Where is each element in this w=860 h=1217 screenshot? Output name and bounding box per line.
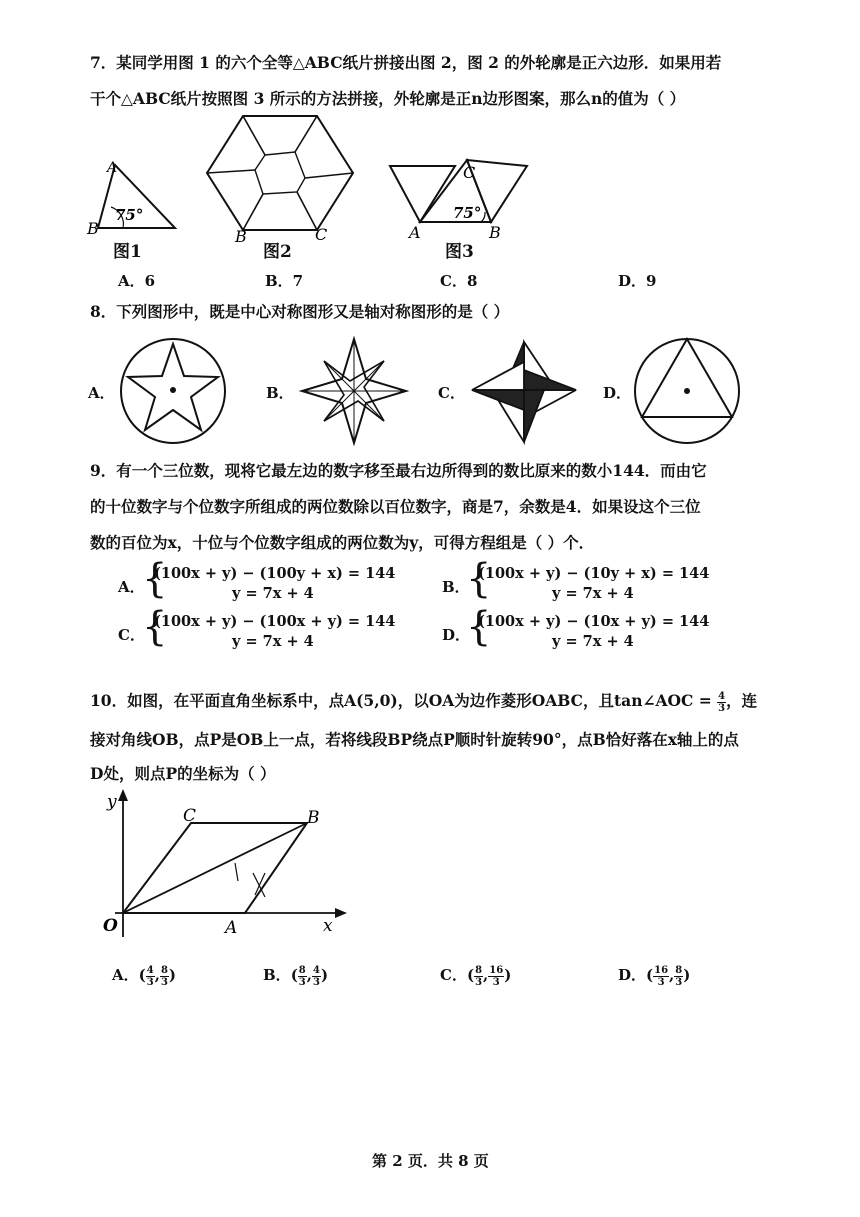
q7-figure-2 <box>205 110 355 245</box>
q9-line2: 的十位数字与个位数字所组成的两位数除以百位数字，商是7，余数是4．如果设这个三位 <box>90 497 701 516</box>
q9-label-d: D． <box>442 626 471 644</box>
q7-figure-1 <box>85 160 195 245</box>
q10-axis-y-label: y <box>107 792 117 812</box>
q8-figure-c-pinwheel <box>468 338 580 446</box>
q8-figure-a-star-circle <box>118 336 228 446</box>
q9-c-eq2: y = 7x + 4 <box>232 633 314 650</box>
q10-option-c: C．( $\frac{8}{3}$ , $\frac{16}{3}$ ) <box>440 964 512 988</box>
q10-point-o: O <box>103 916 118 936</box>
q9-label-a: A． <box>118 578 145 596</box>
q7-option-c: C．8 <box>440 272 478 290</box>
fig1-angle: 75° <box>115 206 144 224</box>
fig1-caption: 图1 <box>113 242 142 262</box>
q7-line2: 干个△ABC纸片按照图 3 所示的方法拼接，外轮廓是正n边形图案，那么n的值为（ ） <box>90 89 686 108</box>
fig1-label-B: B <box>87 219 99 238</box>
q9-c-eq1: (100x + y) − (100x + y) = 144 <box>154 613 396 630</box>
q10-point-b: B <box>307 808 320 828</box>
q10-coordinate-figure <box>95 785 355 945</box>
q7-line1: 7．某同学用图 1 的六个全等△ABC纸片拼接出图 2，图 2 的外轮廓是正六边形．如果用若 <box>90 53 722 72</box>
q9-label-b: B． <box>442 578 470 596</box>
fig3-label-A: A <box>409 223 421 242</box>
q10-line2: 接对角线OB，点P是OB上一点，若将线段BP绕点P顺时针旋转90°，点B恰好落在x轴上的点 <box>90 730 739 749</box>
q7-option-a: A．6 <box>118 272 156 290</box>
q9-d-eq2: y = 7x + 4 <box>552 633 634 650</box>
q8-label-a: A． <box>88 384 115 402</box>
q10-option-d: D．( $\frac{16}{3}$ , $\frac{8}{3}$ ) <box>618 964 691 988</box>
page-footer: 第 2 页．共 8 页 <box>372 1152 489 1170</box>
q10-line1-text: 10．如图，在平面直角坐标系中，点A(5,0)，以OA为边作菱形OABC，且tan∠AOC = <box>90 691 712 710</box>
q10-option-b: B．( $\frac{8}{3}$ , $\frac{4}{3}$ ) <box>263 964 329 988</box>
fig3-angle: 75° <box>453 204 482 222</box>
fig2-label-B: B <box>235 227 247 245</box>
fig2-label-C: C <box>315 225 328 244</box>
q7-option-d: D．9 <box>618 272 657 290</box>
q9-label-c: C． <box>118 626 145 644</box>
q8-figure-d-triangle-circle <box>632 336 742 446</box>
q10-point-a: A <box>225 918 238 938</box>
q9-line3: 数的百位为x，十位与个位数字组成的两位数为y，可得方程组是（ ）个． <box>90 533 595 552</box>
q9-a-eq1: (100x + y) − (100y + x) = 144 <box>154 565 396 582</box>
q10-line1-end: ，连 <box>726 691 758 710</box>
fig2-caption: 图2 <box>263 242 292 262</box>
fig3-label-B: B <box>489 223 501 242</box>
q9-b-eq1: (100x + y) − (10y + x) = 144 <box>478 565 710 582</box>
q10-line3: D处，则点P的坐标为（ ） <box>90 764 276 783</box>
q8-figure-b-eight-point-star <box>298 336 410 446</box>
q7-figure-3 <box>385 152 530 247</box>
fig3-label-C: C <box>463 163 476 182</box>
q8-text: 8．下列图形中，既是中心对称图形又是轴对称图形的是（ ） <box>90 302 510 321</box>
q9-b-eq2: y = 7x + 4 <box>552 585 634 602</box>
q10-option-a: A．( $\frac{4}{3}$ , $\frac{8}{3}$ ) <box>112 964 177 988</box>
q9-a-eq2: y = 7x + 4 <box>232 585 314 602</box>
q10-point-c: C <box>183 806 197 826</box>
fig1-label-A: A <box>107 160 118 176</box>
q8-label-d: D． <box>603 384 632 402</box>
q10-tan-fraction: $\frac{4}{3}$ <box>718 690 726 714</box>
fig3-caption: 图3 <box>445 242 474 262</box>
q9-line1: 9．有一个三位数，现将它最左边的数字移至最右边所得到的数比原来的数小144．而由它 <box>90 461 707 480</box>
q10-line1 <box>90 690 757 714</box>
q9-d-eq1: (100x + y) − (10x + y) = 144 <box>478 613 710 630</box>
q8-label-c: C． <box>438 384 465 402</box>
q10-axis-x-label: x <box>323 916 333 936</box>
q8-label-b: B． <box>266 384 294 402</box>
q7-option-b: B．7 <box>265 272 304 290</box>
